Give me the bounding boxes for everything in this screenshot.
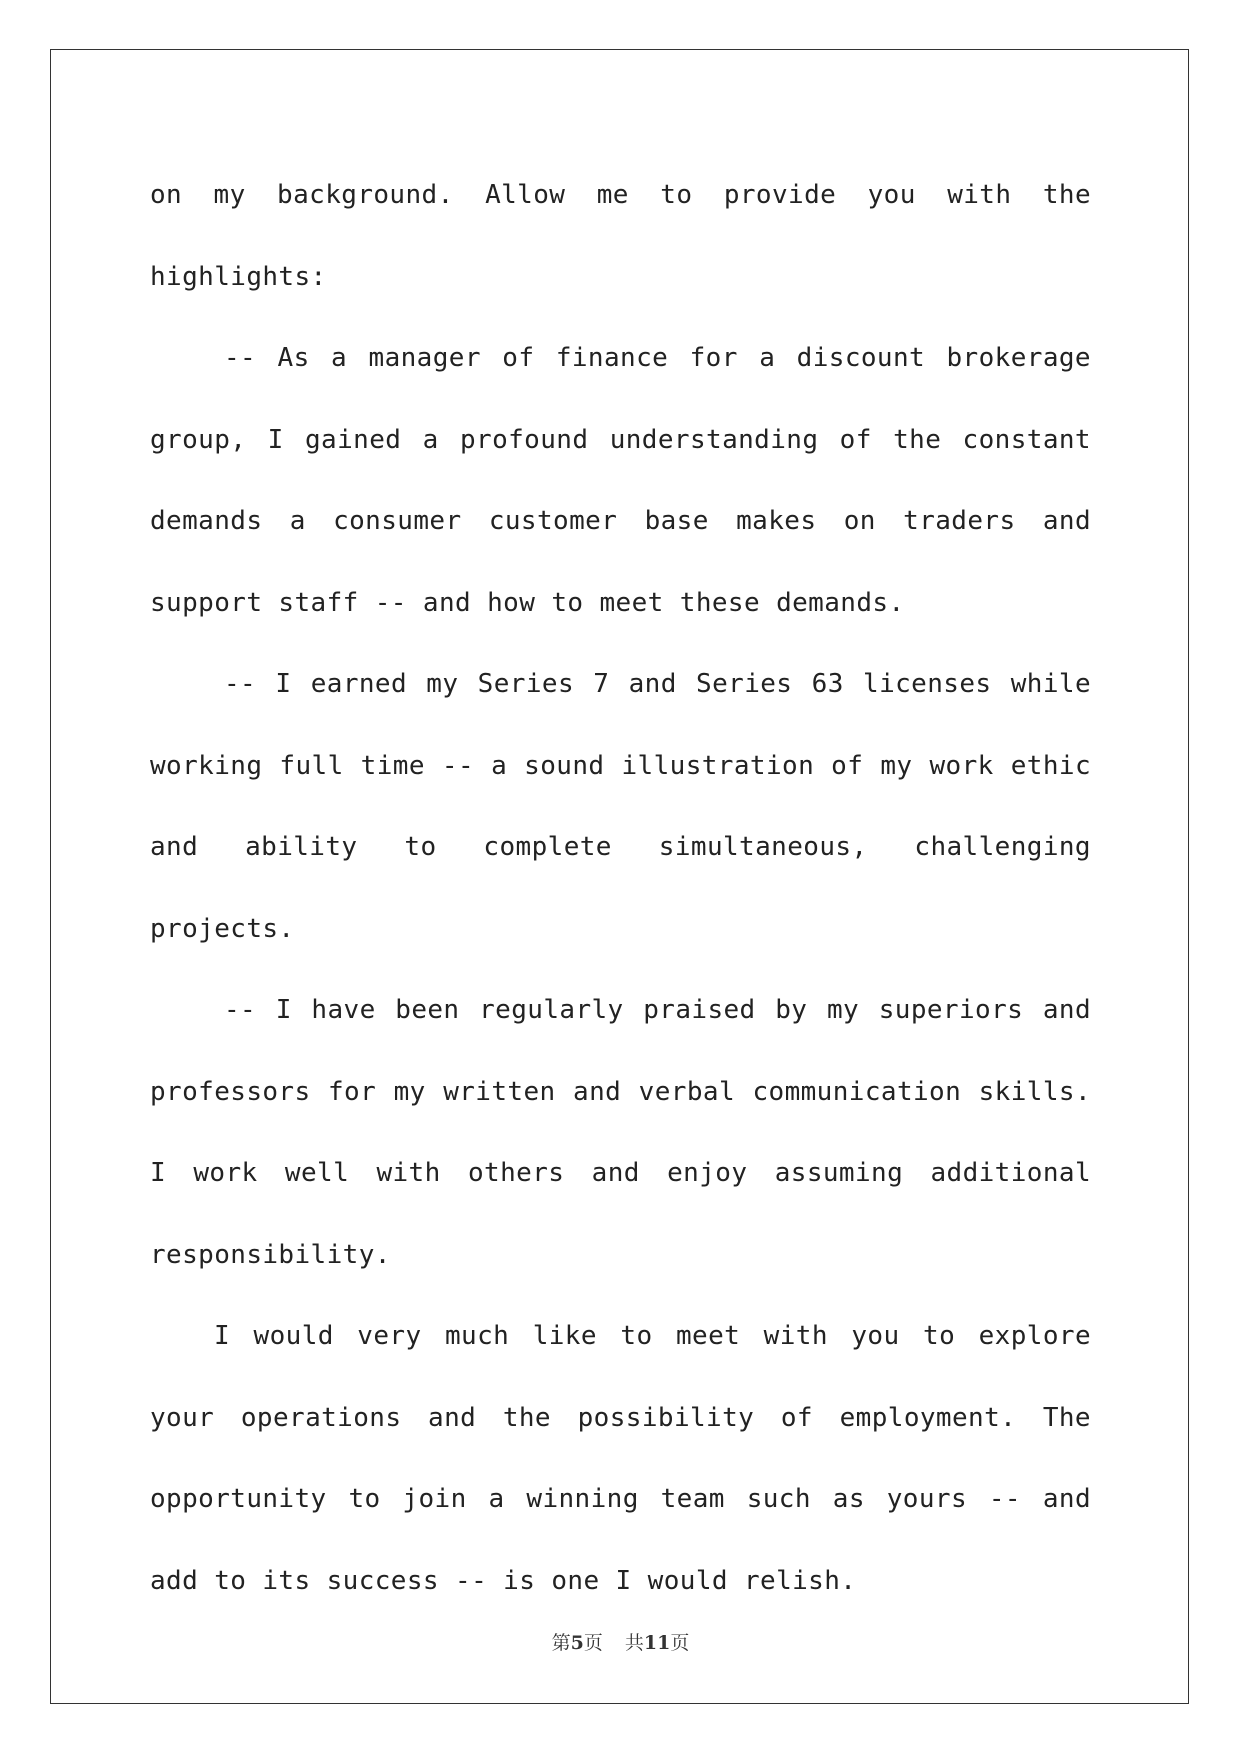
bullet-communication-skills: -- I have been regularly praised by my superiors and professors for my written and verbal communication skills. I work well with others and enjoy assuming additional responsibility.: [150, 995, 1091, 1270]
bullet-finance-manager: -- As a manager of finance for a discount brokerage group, I gained a profound understanding of the constant demands a consumer customer base makes on traders and support staff -- and how to meet these demands.: [150, 343, 1091, 618]
footer-page-prefix: 第: [551, 1632, 571, 1654]
paragraph-intro: on my background. Allow me to provide you with the highlights:: [150, 180, 1091, 292]
page-footer: [0, 1628, 1241, 1655]
paragraph-closing: I would very much like to meet with you to explore your operations and the possibility of employment. The opportunity to join a winning team such as yours -- and add to its success -- is one I would relish.: [150, 1321, 1091, 1596]
bullet-series-licenses: -- I earned my Series 7 and Series 63 licenses while working full time -- a sound illustration of my work ethic and ability to complete simultaneous, challenging projects.: [150, 669, 1091, 944]
footer-total-prefix: 共: [624, 1632, 644, 1654]
footer-page-number: 5: [570, 1632, 584, 1654]
footer-total-pages: 11: [643, 1632, 671, 1654]
footer-page-suffix: 页: [583, 1632, 603, 1654]
footer-total-suffix: 页: [670, 1632, 690, 1654]
document-body: [150, 155, 1091, 1622]
